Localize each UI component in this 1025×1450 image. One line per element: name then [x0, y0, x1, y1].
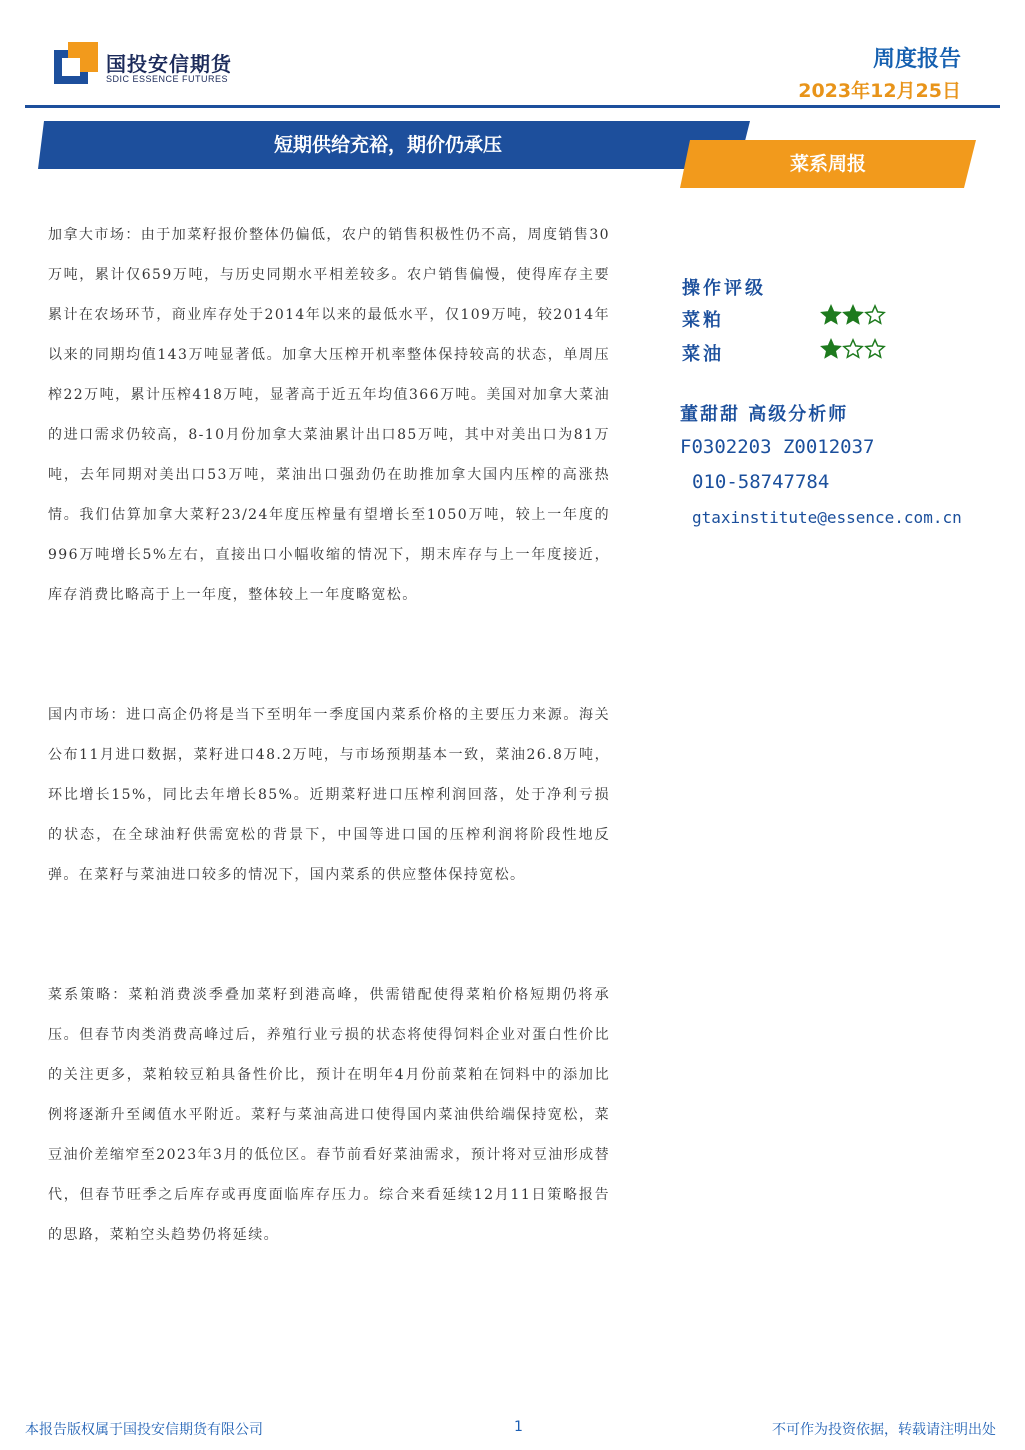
header-divider	[25, 105, 1000, 108]
report-title: 短期供给充裕，期价仍承压	[273, 134, 502, 156]
analyst-license: F0302203 Z0012037	[680, 436, 875, 458]
paragraph-strategy: 菜系策略：菜粕消费淡季叠加菜籽到港高峰，供需错配使得菜粕价格短期仍将承压。但春节肉类消费高峰过后，养殖行业亏损的状态将使得饲料企业对蛋白性价比的关注更多，菜粕较豆粕具备性价比，预计在明年4月份前菜粕在饲料中的添加比例将逐渐升至阈值水平附近。菜籽与菜油高进口使得国内菜油供给端保持宽松，菜豆油价差缩窄至2023年3月的低位区。春节前看好菜油需求，预计将对豆油形成替代，但春节旺季之后库存或再度面临库存压力。综合来看延续12月11日策略报告的思路，菜粕空头趋势仍将延续。	[48, 987, 610, 1243]
star-outline-icon	[864, 338, 886, 360]
star-filled-icon	[820, 338, 842, 360]
paragraph-canada-market: 加拿大市场：由于加菜籽报价整体仍偏低，农户的销售积极性仍不高，周度销售30万吨，累计仅659万吨，与历史同期水平相差较多。农户销售偏慢，使得库存主要累计在农场环节，商业库存处于2014年以来的最低水平，仅109万吨，较2014年以来的同期均值143万吨显著低。加拿大压榨开机率整体保持较高的状态，单周压榨22万吨，累计压榨418万吨，显著高于近五年均值366万吨。美国对加拿大菜油的进口需求仍较高，8-10月份加拿大菜油累计出口85万吨，其中对美出口为81万吨，去年同期对美出口53万吨，菜油出口强劲仍在助推加拿大国内压榨的高涨热情。我们估算加拿大菜籽23/24年度压榨量有望增长至1050万吨，较上一年度的996万吨增长5%左右，直接出口小幅收缩的情况下，期末库存与上一年度接近，库存消费比略高于上一年度，整体较上一年度略宽松。	[48, 227, 610, 603]
footer-disclaimer: 不可作为投资依据，转载请注明出处	[772, 1422, 996, 1438]
paragraph-domestic-market: 国内市场：进口高企仍将是当下至明年一季度国内菜系价格的主要压力来源。海关公布11月进口数据，菜籽进口48.2万吨，与市场预期基本一致，菜油26.8万吨，环比增长15%，同比去年增长85%。近期菜籽进口压榨利润回落，处于净利亏损的状态，在全球油籽供需宽松的背景下，中国等进口国的压榨利润将阶段性地反弹。在菜籽与菜油进口较多的情况下，国内菜系的供应整体保持宽松。	[48, 707, 610, 883]
star-filled-icon	[820, 304, 842, 326]
star-rating	[820, 304, 886, 334]
report-type: 周度报告	[872, 47, 961, 72]
star-rating	[820, 338, 886, 368]
report-date: 2023年12月25日	[798, 80, 961, 102]
page-number: 1	[514, 1419, 523, 1435]
company-logo	[54, 42, 254, 92]
analyst-email[interactable]: gtaxinstitute@essence.com.cn	[692, 508, 962, 527]
analyst-phone: 010-58747784	[692, 471, 830, 493]
rating-title: 操作评级	[682, 278, 766, 299]
rating-row-rapeseed-oil	[682, 340, 922, 370]
logo-name-cn: 国投安信期货	[106, 52, 232, 76]
rating-label: 菜粕	[682, 310, 724, 331]
logo-name-en: SDIC ESSENCE FUTURES	[106, 74, 229, 84]
star-filled-icon	[842, 304, 864, 326]
analyst-name: 董甜甜 高级分析师	[680, 404, 849, 425]
report-category-tag: 菜系周报	[789, 153, 866, 175]
rating-label: 菜油	[682, 344, 724, 365]
rating-row-rapeseed-meal	[682, 306, 922, 336]
logo-mark-icon	[54, 42, 98, 84]
footer-copyright: 本报告版权属于国投安信期货有限公司	[25, 1422, 263, 1438]
star-outline-icon	[842, 338, 864, 360]
star-outline-icon	[864, 304, 886, 326]
